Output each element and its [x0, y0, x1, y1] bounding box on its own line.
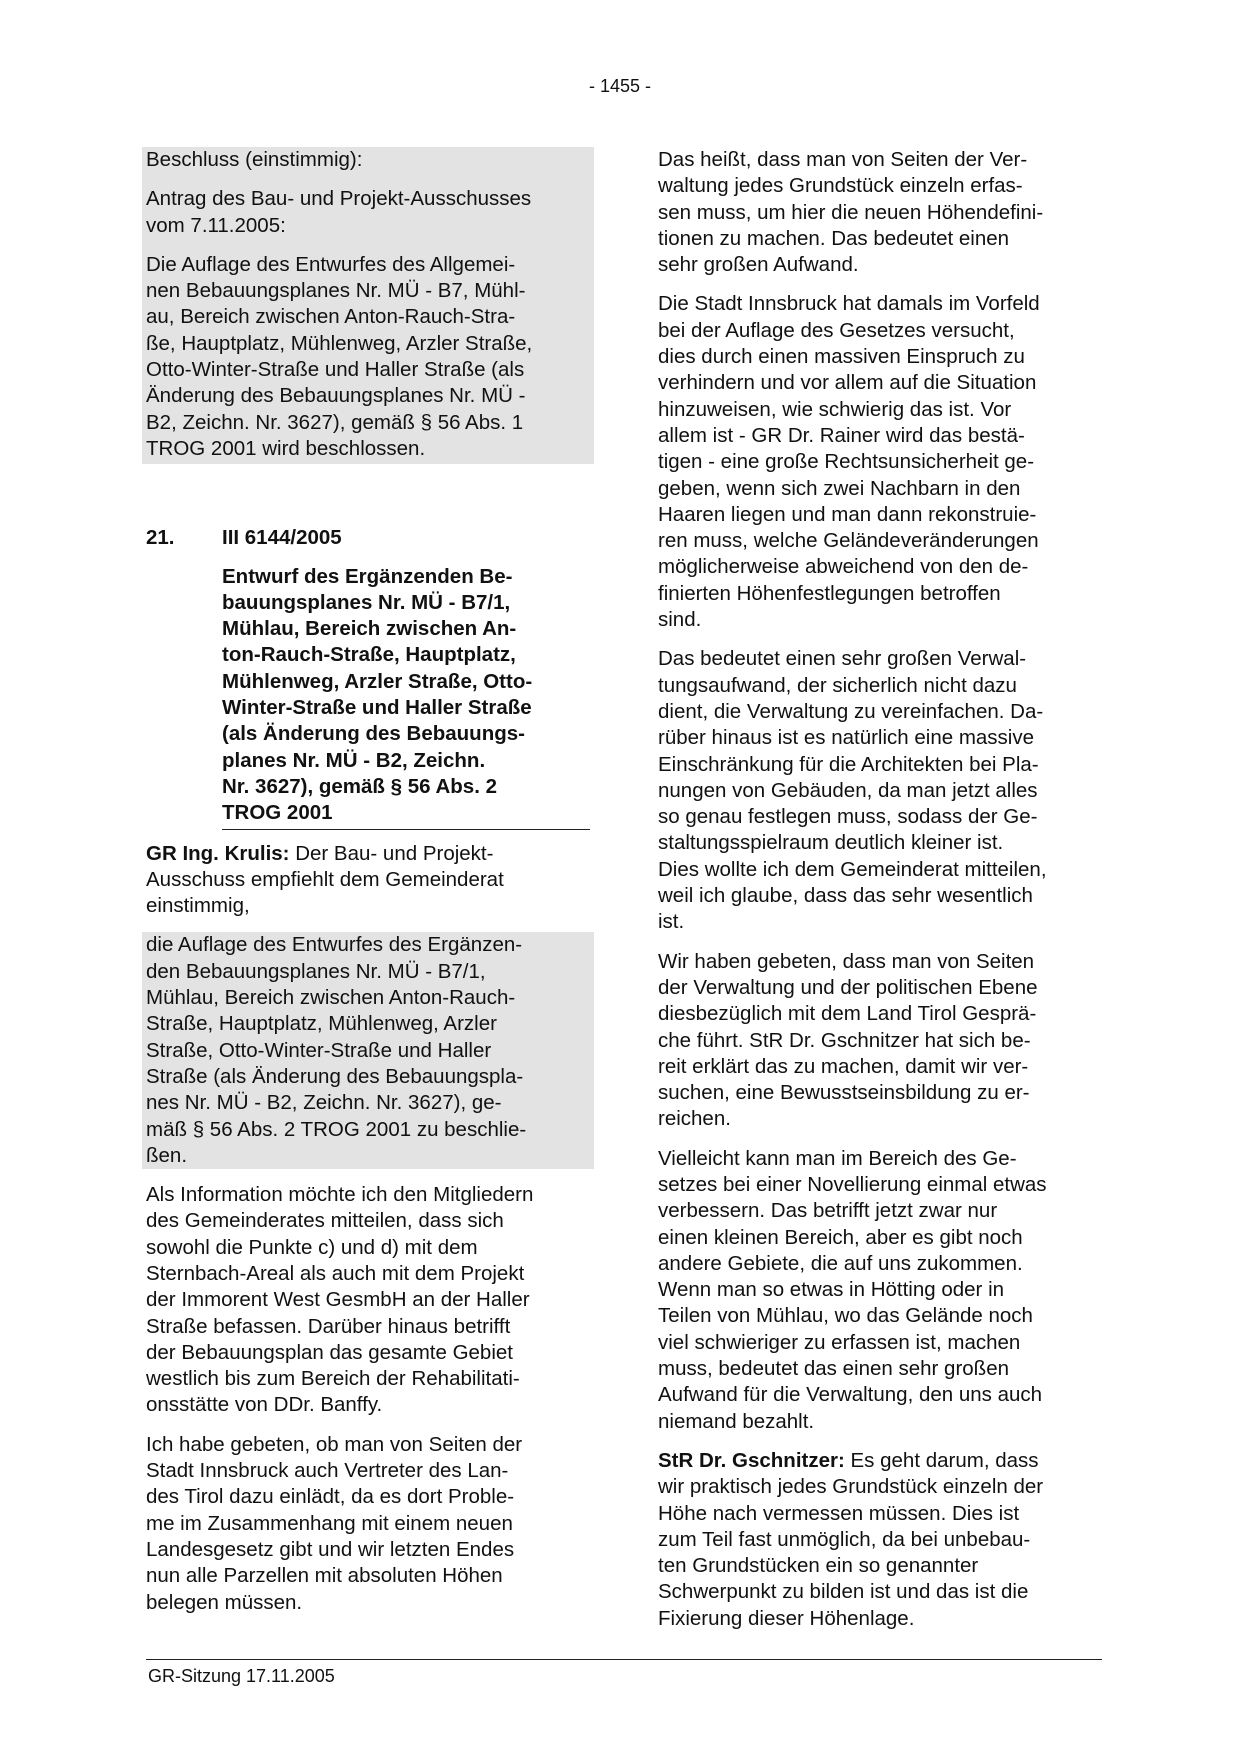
right-column: [658, 147, 1102, 1645]
paragraph-3: Das bedeutet einen sehr großen Verwal- tungsaufwand, der sicherlich nicht dazu dient, die Verwaltung zu vereinfachen. Da- rüber hinaus ist es natürlich eine massive Einschränkung für die Architekten bei Pla- nungen von Gebäuden, da man jetzt alles so genau festlegen muss, sodass der Ge- staltungsspielraum deutlich kleiner ist. Dies wollte ich dem Gemeinderat mitteilen, weil ich glaube, dass das sehr wesentlich ist.: [658, 647, 1047, 934]
speech-krulis: GR Ing. Krulis: Der Bau- und Projekt- Ausschuss empfiehlt dem Gemeinderat einstimmig,: [146, 841, 504, 918]
paragraph-5: Vielleicht kann man im Bereich des Ge- setzes bei einer Novellierung einmal etwas verbessern. Das betrifft jetzt zwar nur einen kleinen Bereich, aber es gibt noch andere Gebiete, die auf uns zukommen. Wenn man so etwas in Hötting oder in Teilen von Mühlau, wo das Gelände noch viel schwieriger zu erfassen ist, machen muss, bedeutet das einen sehr großen Aufwand für die Verwaltung, den uns auch niemand bezahlt.: [658, 1146, 1047, 1433]
footer-divider: [146, 1659, 1102, 1660]
paragraph-2: Die Stadt Innsbruck hat damals im Vorfeld bei der Auflage des Gesetzes versucht, dies durch einen massiven Einspruch zu verhindern und vor allem auf die Situation hinzuweisen, wie schwierig das ist. Vor allem ist - GR Dr. Rainer wird das bestä- tigen - eine große Rechtsunsicherheit ge- geben, wenn sich zwei Nachbarn in den Haaren liegen und man dann rekonstruie- ren muss, welche Geländeveränderungen möglicherweise abweichend von den de- finierten Höhenfestlegungen betroffen sind.: [658, 292, 1040, 632]
speech-gschnitzer: StR Dr. Gschnitzer: Es geht darum, dass wir praktisch jedes Grundstück einzeln der Höhe nach vermessen müssen. Dies ist zum Teil fast unmöglich, da bei unbebau- ten Grundstücken ein so genannter Schwerpunkt zu bilden ist und das ist die Fixierung dieser Höhenlage.: [658, 1448, 1044, 1630]
resolution-block: [142, 147, 594, 464]
speaker-name: StR Dr. Gschnitzer:: [658, 1448, 845, 1472]
agenda-item-title: Entwurf des Ergänzenden Be- bauungsplanes Nr. MÜ - B7/1, Mühlau, Bereich zwischen An- ton-Rauch-Straße, Hauptplatz, Mühlenweg, Arzler Straße, Otto- Winter-Straße und Haller Straße (als Änderung des Bebauungs- planes Nr. MÜ - B2, Zeichn. Nr. 3627), gemäß § 56 Abs. 2 TROG 2001: [222, 564, 590, 830]
agenda-item-reference: III 6144/2005: [222, 526, 342, 550]
left-column: [146, 147, 590, 1629]
paragraph-information: Als Information möchte ich den Mitgliedern des Gemeinderates mitteilen, dass sich sowohl die Punkte c) und d) mit dem Sternbach-Areal als auch mit dem Projekt der Immorent West GesmbH an der Haller Straße befassen. Darüber hinaus betrifft der Bebauungsplan das gesamte Gebiet westlich bis zum Bereich der Rehabilitati- onsstätte von DDr. Banffy.: [146, 1183, 534, 1417]
motion-text: Die Auflage des Entwurfes des Allgemei- nen Bebauungsplanes Nr. MÜ - B7, Mühl- au, Bereich zwischen Anton-Rauch-Stra- ße, Hauptplatz, Mühlenweg, Arzler Straße, Otto-Winter-Straße und Haller Straße (als Änderung des Bebauungsplanes Nr. MÜ - B2, Zeichn. Nr. 3627), gemäß § 56 Abs. 1 TROG 2001 wird beschlossen.: [146, 252, 533, 460]
agenda-item-number: 21.: [146, 526, 175, 550]
page-number: - 1455 -: [588, 76, 652, 96]
paragraph-1: Das heißt, dass man von Seiten der Ver- waltung jedes Grundstück einzeln erfas- sen muss, um hier die neuen Höhendefini- tionen zu machen. Das bedeutet einen sehr großen Aufwand.: [658, 148, 1044, 277]
speaker-name: GR Ing. Krulis:: [146, 841, 290, 865]
footer-session-date: GR-Sitzung 17.11.2005: [148, 1666, 335, 1686]
paragraph-request: Ich habe gebeten, ob man von Seiten der Stadt Innsbruck auch Vertreter des Lan- des Tirol dazu einlädt, da es dort Proble- me im Zusammenhang mit einem neuen Landesgesetz gibt und wir letzten Endes nun alle Parzellen mit absoluten Höhen belegen müssen.: [146, 1432, 523, 1614]
motion-intro: Antrag des Bau- und Projekt-Ausschusses vom 7.11.2005:: [146, 187, 532, 237]
motion-block: [142, 932, 594, 1169]
paragraph-4: Wir haben gebeten, dass man von Seiten der Verwaltung und der politischen Ebene diesbezüglich mit dem Land Tirol Gesprä- che führt. StR Dr. Gschnitzer hat sich be- reit erklärt das zu machen, damit wir ver- suchen, eine Bewusstseinsbildung zu er- reichen.: [658, 949, 1038, 1131]
agenda-item-header: [146, 525, 590, 551]
motion-text-2: die Auflage des Entwurfes des Ergänzen- den Bebauungsplanes Nr. MÜ - B7/1, Mühlau, Bereich zwischen Anton-Rauch- Straße, Hauptplatz, Mühlenweg, Arzler Straße, Otto-Winter-Straße und Haller Straße (als Änderung des Bebauungspla- nes Nr. MÜ - B2, Zeichn. Nr. 3627), ge- mäß § 56 Abs. 2 TROG 2001 zu beschlie- ßen.: [146, 933, 527, 1167]
resolution-heading: Beschluss (einstimmig):: [146, 148, 363, 171]
agenda-item: [146, 525, 590, 829]
